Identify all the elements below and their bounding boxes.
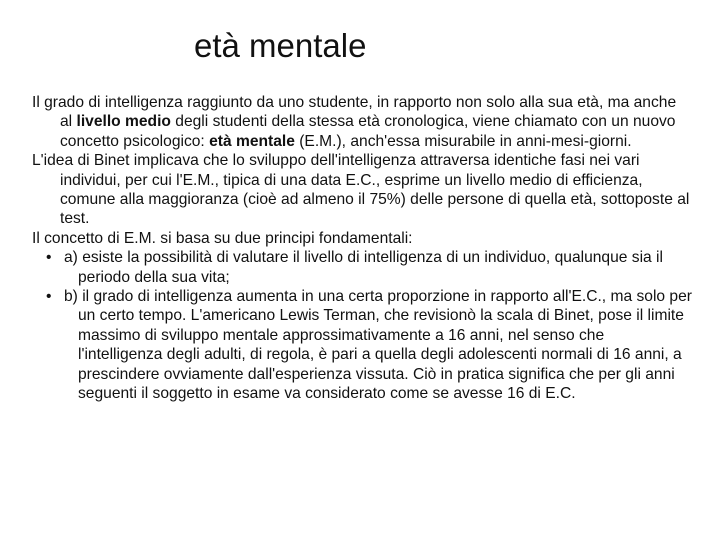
bullet-text: b) il grado di intelligenza aumenta in una certa proporzione in rapporto all'E.C., ma solo per un certo tempo. L'americano Lewis Terman, che revisionò la scala di Binet, pose il limite massimo di sviluppo mentale approssimativamente a 16 anni, nel senso che l'intelligenza degli adulti, di regola, è pari a quella degli adolescenti normali di 16 anni, a prescindere ovviamente dall'esperienza vissuta. Ciò in pratica significa che per gli anni seguenti il soggetto in esame va considerato come se avesse 16 di E.C.	[64, 288, 692, 403]
slide-title: età mentale	[194, 27, 367, 64]
bullet-icon: •	[46, 288, 52, 306]
bullet-item-a	[32, 248, 692, 287]
paragraph-text: degli studenti della stessa età cronologica, viene chiamato con un nuovo concetto psicologico:	[60, 113, 676, 150]
paragraph-mental-age-definition	[32, 93, 692, 151]
bold-term-eta-mentale: età mentale	[209, 132, 295, 150]
bullet-item-b	[32, 287, 692, 403]
bullet-text: a) esiste la possibilità di valutare il livello di intelligenza di un individuo, qualunque sia il periodo della sua vita;	[64, 249, 663, 286]
bold-term-livello-medio: livello medio	[76, 113, 171, 131]
paragraph-principles-intro: Il concetto di E.M. si basa su due principi fondamentali:	[32, 229, 413, 247]
bullet-icon: •	[46, 249, 52, 267]
paragraph-binet-idea: L'idea di Binet implicava che lo sviluppo dell'intelligenza attraversa identiche fasi nei vari individui, per cui l'E.M., tipica di una data E.C., esprime un livello medio di efficienza, comune alla maggioranza (cioè ad almeno il 75%) delle persone di quella età, sottoposte al test.	[32, 152, 690, 228]
paragraph-text: Il grado di intelligenza raggiunto da uno studente, in rapporto non solo alla sua età, ma anche al	[32, 94, 677, 131]
paragraph-text: (E.M.), anch'essa misurabile in anni-mesi-giorni.	[294, 132, 632, 150]
slide-body	[32, 93, 692, 404]
